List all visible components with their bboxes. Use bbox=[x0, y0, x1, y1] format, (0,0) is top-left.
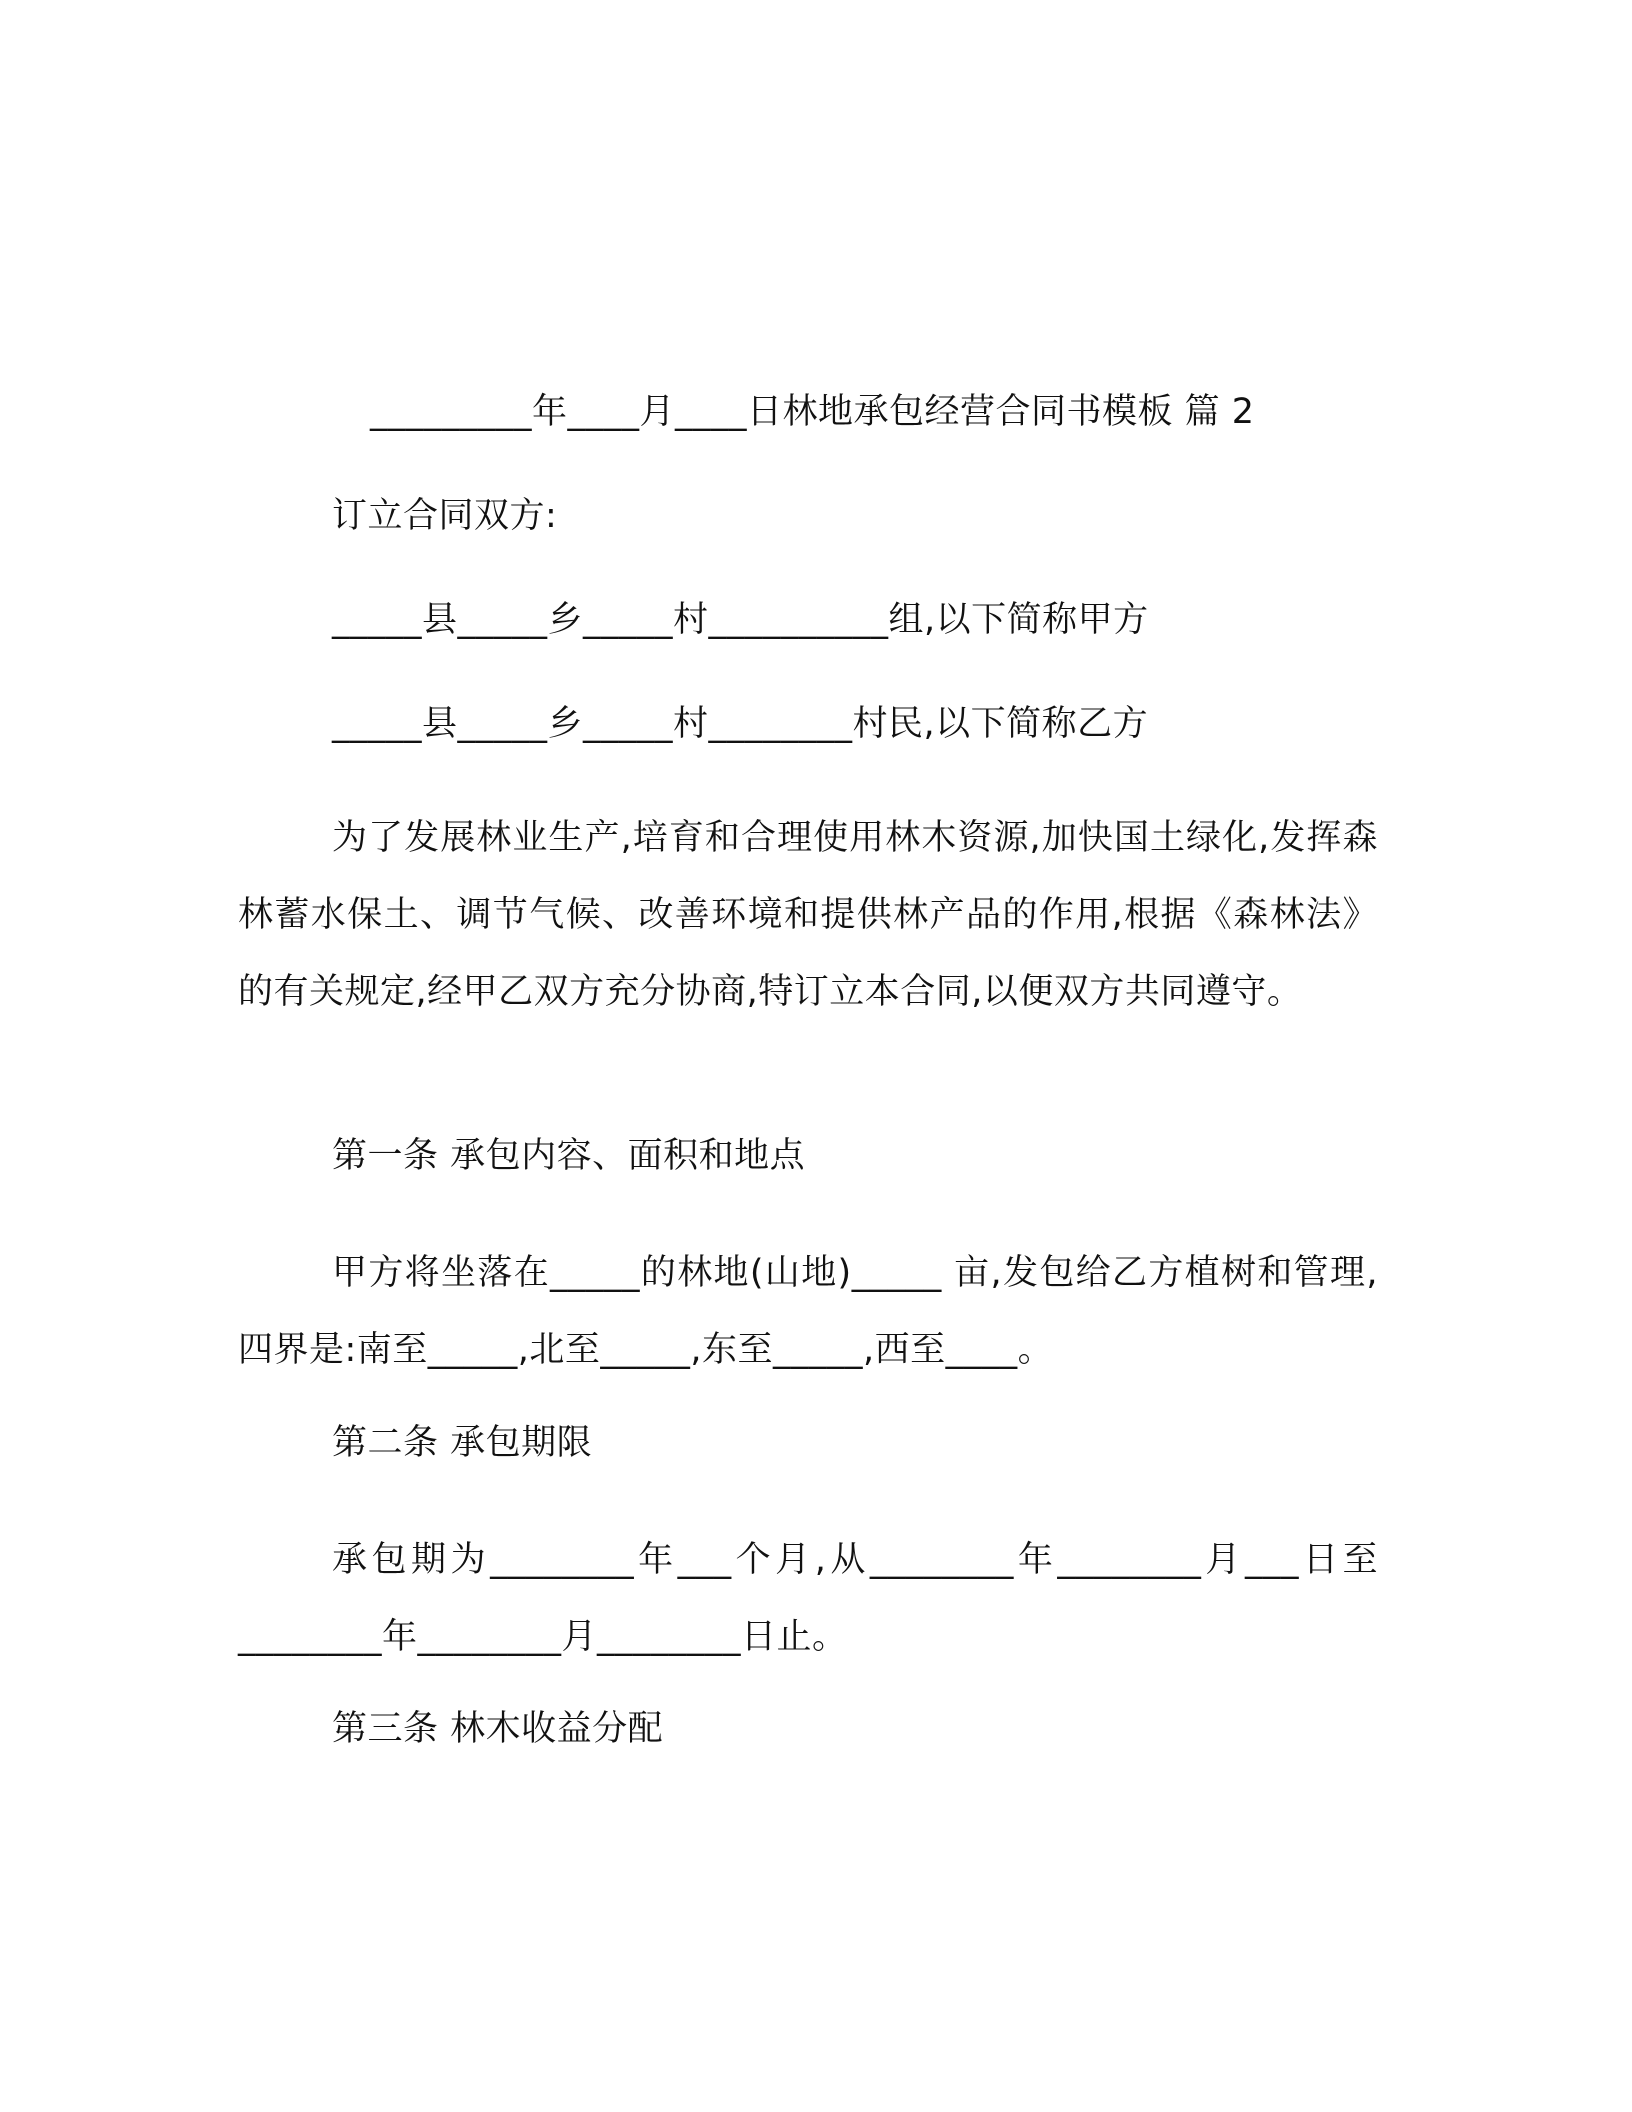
parties-label: 订立合同双方: bbox=[332, 496, 558, 536]
document-title: _________年____月____日林地承包经营合同书模板 篇 2 bbox=[370, 392, 1255, 432]
article-1-body: 甲方将坐落在_____的林地(山地)_____ 亩,发包给乙方植树和管理,四界是:南至_____,北至_____,东至_____,西至____。 bbox=[238, 1253, 1378, 1370]
article-3-heading: 第三条 林木收益分配 bbox=[332, 1709, 664, 1749]
party-a-line: _____县_____乡_____村__________组,以下简称甲方 bbox=[332, 600, 1149, 640]
party-b-line: _____县_____乡_____村________村民,以下简称乙方 bbox=[332, 704, 1149, 744]
article-1-heading: 第一条 承包内容、面积和地点 bbox=[332, 1136, 806, 1176]
intro-paragraph: 为了发展林业生产,培育和合理使用林木资源,加快国土绿化,发挥森林蓄水保土、调节气候、改善环境和提供林产品的作用,根据《森林法》的有关规定,经甲乙双方充分协商,特订立本合同,以便双方共同遵守。 bbox=[238, 818, 1378, 1012]
article-2-body: 承包期为________年___个月,从________年________月___日至________年________月________日止。 bbox=[238, 1540, 1378, 1657]
article-2-heading: 第二条 承包期限 bbox=[332, 1423, 593, 1463]
